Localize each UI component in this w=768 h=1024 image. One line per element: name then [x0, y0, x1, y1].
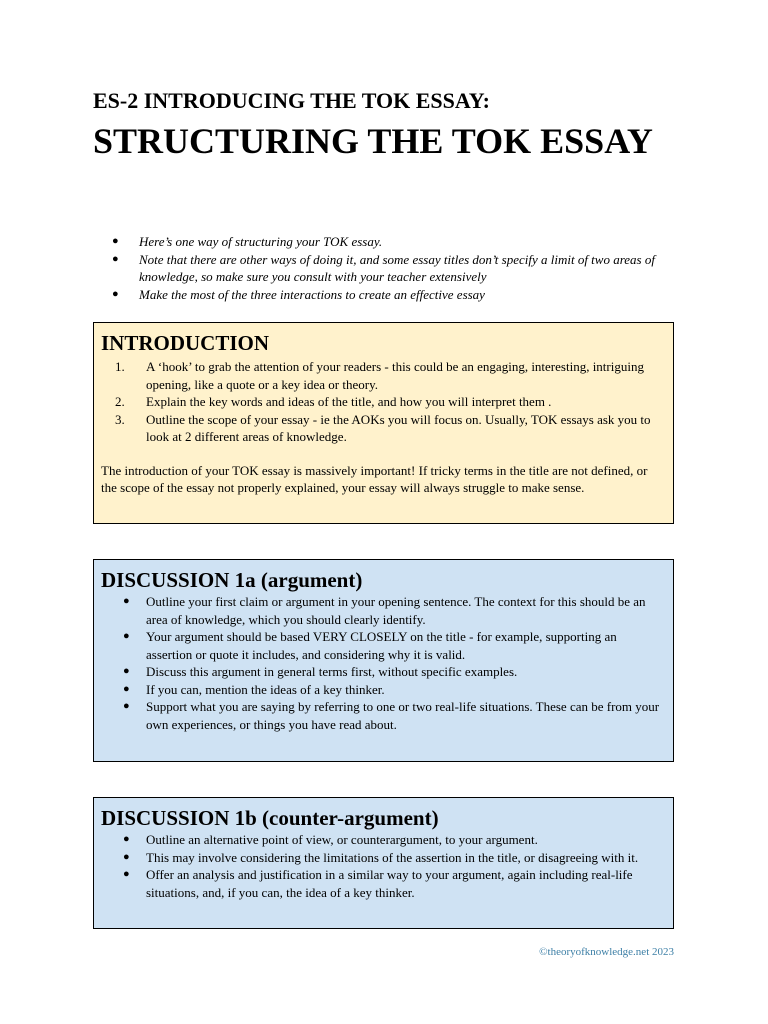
discussion-1a-bullet-list	[101, 593, 666, 733]
list-item-text: Outline an alternative point of view, or counterargument, to your argument.	[146, 832, 538, 847]
list-item	[101, 866, 666, 901]
list-item-text: Support what you are saying by referring to one or two real-life situations. These can be from your own experiences, or things you have read about.	[146, 699, 660, 732]
bullet-icon: ●	[112, 287, 119, 300]
introduction-paragraph: The introduction of your TOK essay is massively important! If tricky terms in the title are not defined, or the scope of the essay not properly explained, your essay will always struggle to make sense.	[101, 462, 648, 495]
list-item-text: Your argument should be based VERY CLOSELY on the title - for example, supporting an assertion or quote it includes, and considering why it is valid.	[146, 629, 617, 662]
list-item	[112, 251, 672, 286]
list-item	[112, 233, 672, 251]
list-item-text: Offer an analysis and justification in a similar way to your argument, again including real-life situations, and, if you can, the idea of a key thinker.	[146, 867, 633, 900]
list-item-text: Here’s one way of structuring your TOK essay.	[139, 234, 383, 249]
document-title: STRUCTURING THE TOK ESSAY	[93, 121, 653, 161]
list-item	[101, 411, 666, 446]
bullet-icon: ●	[123, 868, 130, 880]
list-item	[101, 663, 666, 681]
introduction-heading: INTRODUCTION	[101, 331, 270, 355]
list-item-text: This may involve considering the limitations of the assertion in the title, or disagreeing with it.	[146, 849, 639, 865]
bullet-icon: ●	[123, 833, 130, 845]
list-number: 1.	[115, 359, 125, 374]
list-item	[101, 849, 666, 867]
list-number: 2.	[115, 394, 125, 409]
bullet-icon: ●	[123, 682, 130, 695]
discussion-1b-heading: DISCUSSION 1b (counter-argument)	[101, 806, 439, 830]
list-item	[101, 593, 666, 628]
bullet-icon: ●	[112, 252, 119, 265]
list-item	[101, 393, 666, 411]
discussion-1a-box	[93, 559, 674, 762]
list-item	[101, 831, 666, 849]
introduction-numbered-list	[101, 358, 666, 446]
list-item-text: Make the most of the three interactions to create an effective essay	[139, 286, 485, 302]
bullet-icon: ●	[123, 665, 130, 677]
list-item	[101, 628, 666, 663]
bullet-icon: ●	[123, 630, 130, 642]
introduction-box	[93, 322, 674, 524]
bullet-icon: ●	[123, 850, 130, 863]
list-item-text: A ‘hook’ to grab the attention of your readers - this could be an engaging, interesting, intriguing opening, like a quote or a key idea or theory.	[146, 359, 644, 392]
copyright-footer: ©theoryofknowledge.net 2023	[539, 946, 674, 958]
list-item	[101, 358, 666, 393]
bullet-icon: ●	[112, 235, 119, 247]
discussion-1b-bullet-list	[101, 831, 666, 901]
list-item	[112, 286, 672, 304]
list-item-text: Outline the scope of your essay - ie the AOKs you will focus on. Usually, TOK essays ask you to look at 2 different areas of knowledge.	[146, 411, 651, 444]
discussion-1a-heading: DISCUSSION 1a (argument)	[101, 568, 363, 592]
bullet-icon: ●	[123, 595, 130, 607]
bullet-icon: ●	[123, 700, 130, 712]
list-item	[101, 698, 666, 733]
list-item-text: If you can, mention the ideas of a key thinker.	[146, 681, 385, 697]
list-item-text: Explain the key words and ideas of the title, and how you will interpret them .	[146, 394, 552, 409]
list-item-text: Discuss this argument in general terms first, without specific examples.	[146, 664, 518, 679]
list-item	[101, 681, 666, 699]
list-item-text: Note that there are other ways of doing it, and some essay titles don’t specify a limit of two areas of knowledge, so make sure you consult with your teacher extensively	[139, 251, 655, 284]
intro-bullet-list	[112, 233, 672, 303]
discussion-1b-box	[93, 797, 674, 929]
list-number: 3.	[115, 411, 125, 427]
document-subtitle: ES-2 INTRODUCING THE TOK ESSAY:	[93, 88, 490, 113]
list-item-text: Outline your first claim or argument in your opening sentence. The context for this should be an area of knowledge, which you should clearly identify.	[146, 594, 646, 627]
